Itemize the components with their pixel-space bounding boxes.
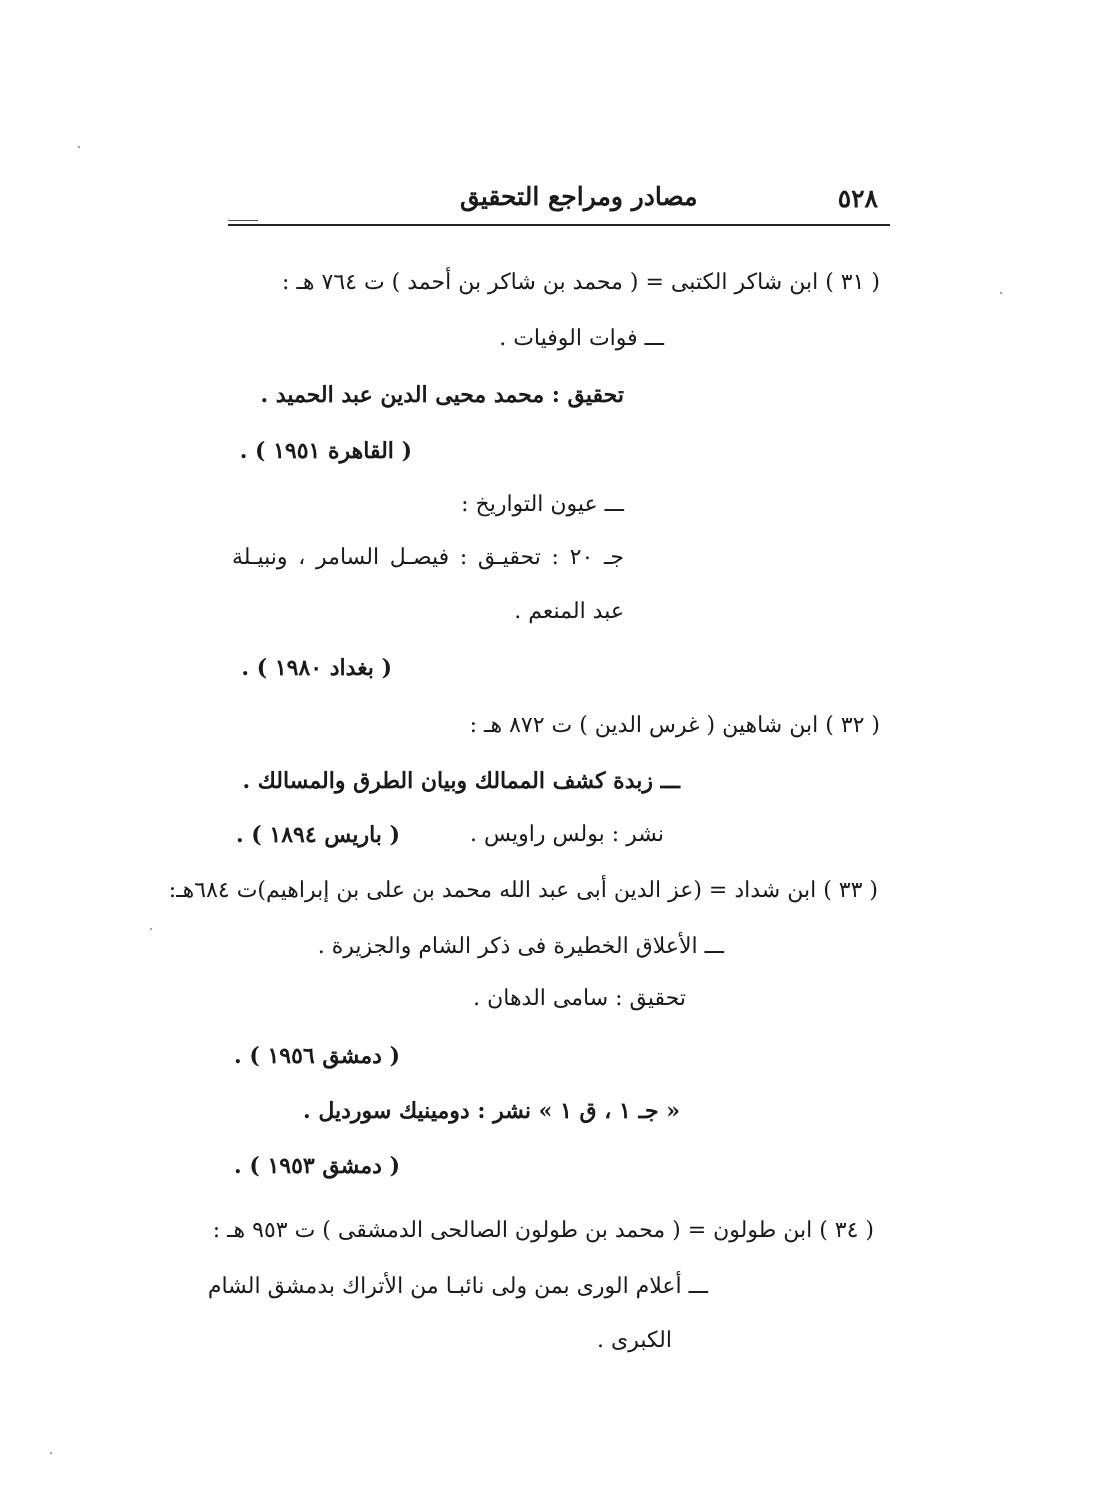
entry-31-work-1: ـــ فوات الوفيات . (499, 326, 664, 351)
entry-34-work-1: ـــ أعلام الورى بمن ولى نائبـا من الأتراك بدمشق الشام (207, 1274, 708, 1299)
entry-33-heading: ( ٣٣ ) ابن شداد = (عز الدين أبى عبد الله محمد بن على بن إبراهيم)ت ٦٨٤هـ: (168, 878, 878, 903)
entry-31-work-2: ـــ عيون التواريخ : (461, 492, 624, 517)
entry-31-heading: ( ٣١ ) ابن شاكر الكتبى = ( محمد بن شاكر بن أحمد ) ت ٧٦٤ هـ : (282, 270, 880, 295)
page-number: ٥٢٨ (837, 184, 878, 213)
entry-33-work-1-publication-2: ( دمشق ١٩٥٣ ) . (234, 1153, 400, 1179)
entry-31-work-2-publication: ( بغداد ١٩٨٠ ) . (241, 655, 392, 681)
entry-31-work-1-publication: ( القاهرة ١٩٥١ ) . (239, 438, 412, 464)
entry-32-publisher: نشر : بولس راويس . (469, 822, 664, 847)
page-header (228, 180, 888, 224)
scan-speck (50, 1452, 52, 1454)
scan-speck (1000, 292, 1002, 294)
running-title: مصادر ومراجع التحقيق (460, 182, 698, 211)
entry-33-work-1-publication: ( دمشق ١٩٥٦ ) . (234, 1043, 400, 1069)
entry-34-work-1-continued: الكبرى . (597, 1328, 672, 1353)
header-rule (228, 224, 890, 226)
header-rule-mark (228, 220, 258, 221)
entry-32-work-1: ـــ زبدة كشف الممالك وبيان الطرق والمسالك . (242, 768, 680, 794)
entry-32-heading: ( ٣٢ ) ابن شاهين ( غرس الدين ) ت ٨٧٢ هـ : (469, 713, 880, 738)
entry-33-work-1: ـــ الأعلاق الخطيرة فى ذكر الشام والجزيرة . (317, 934, 724, 959)
entry-33-work-1-part: « جـ ١ ، ق ١ » نشر : دومينيك سورديل . (303, 1098, 680, 1124)
entry-34-heading: ( ٣٤ ) ابن طولون = ( محمد بن طولون الصالحى الدمشقى ) ت ٩٥٣ هـ : (212, 1218, 874, 1243)
entry-33-work-1-editor: تحقيق : سامى الدهان . (473, 986, 686, 1011)
entry-31-work-2-editor-continued: عبد المنعم . (514, 599, 624, 624)
entry-31-work-2-editor: جـ ٢٠ : تحقيـق : فيصـل السامر ، ونبيـلة (232, 545, 625, 570)
scan-speck (78, 146, 80, 148)
scan-speck (150, 928, 152, 930)
entry-32-publication: ( باريس ١٨٩٤ ) . (235, 822, 400, 848)
entry-31-work-1-editor: تحقيق : محمد محيى الدين عبد الحميد . (260, 382, 624, 408)
